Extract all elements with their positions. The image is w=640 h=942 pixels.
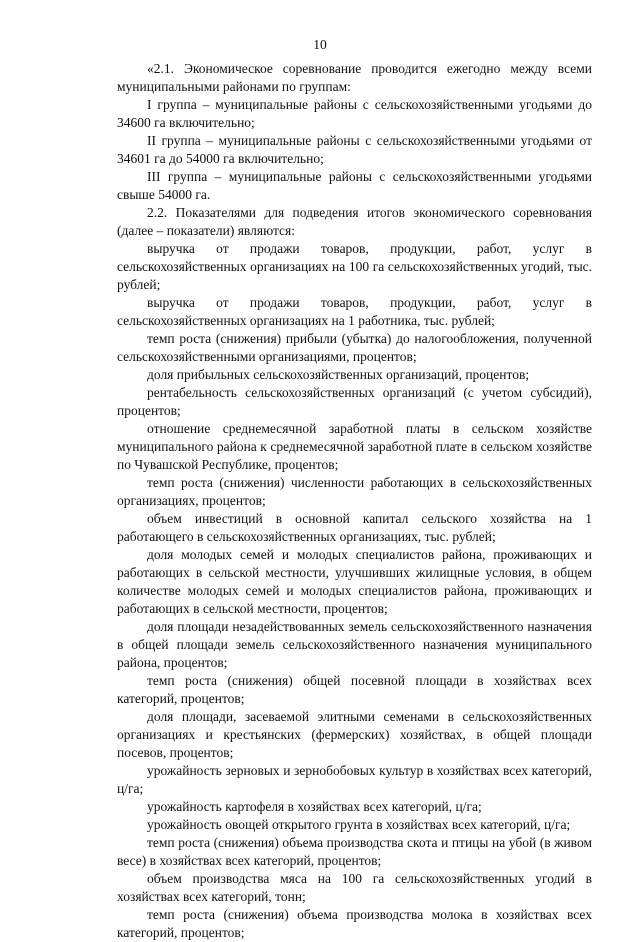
paragraph: темп роста (снижения) общей посевной площади в хозяйствах всех категорий, процентов; (117, 673, 592, 706)
paragraph: доля молодых семей и молодых специалистов района, проживающих и работающих в сельской местности, улучшивших жилищные условия, в общем количестве молодых семей и молодых специалистов района, проживающих и работающих в сельской местности, процентов; (117, 547, 592, 616)
paragraph: доля площади незадействованных земель сельскохозяйственного назначения в общей площади земель сельскохозяйственного назначения муниципального района, процентов; (117, 619, 592, 670)
paragraph: выручка от продажи товаров, продукции, работ, услуг в сельскохозяйственных организациях на 1 работника, тыс. рублей; (117, 295, 592, 328)
paragraph: отношение среднемесячной заработной платы в сельском хозяйстве муниципального района к среднемесячной заработной плате в сельском хозяйстве по Чувашской Республике, процентов; (117, 421, 592, 472)
paragraph: урожайность овощей открытого грунта в хозяйствах всех категорий, ц/га; (147, 817, 571, 832)
paragraph: рентабельность сельскохозяйственных организаций (с учетом субсидий), процентов; (117, 385, 592, 418)
paragraph: III группа – муниципальные районы с сельскохозяйственными угодьями свыше 54000 га. (117, 169, 592, 202)
paragraph: темп роста (снижения) прибыли (убытка) до налогообложения, полученной сельскохозяйственными организациями, процентов; (117, 331, 592, 364)
paragraph: выручка от продажи товаров, продукции, работ, услуг в сельскохозяйственных организациях на 100 га сельскохозяйственных угодий, тыс. рублей; (117, 241, 592, 292)
page-number: 10 (313, 37, 327, 52)
paragraph: урожайность зерновых и зернобобовых культур в хозяйствах всех категорий, ц/га; (117, 763, 592, 796)
paragraph: I группа – муниципальные районы с сельскохозяйственными угодьями до 34600 га включительно; (117, 97, 592, 130)
paragraph: объем инвестиций в основной капитал сельского хозяйства на 1 работающего в сельскохозяйственных организациях, тыс. рублей; (117, 511, 592, 544)
paragraph: 2.2. Показателями для подведения итогов экономического соревнования (далее – показатели) являются: (117, 205, 592, 238)
paragraph: доля площади, засеваемой элитными семенами в сельскохозяйственных организациях и крестьянских (фермерских) хозяйствах, в общей площади посевов, процентов; (117, 709, 592, 760)
document-body (117, 60, 592, 942)
paragraph: темп роста (снижения) объема производства молока в хозяйствах всех категорий, процентов; (117, 907, 592, 940)
paragraph: объем производства мяса на 100 га сельскохозяйственных угодий в хозяйствах всех категорий, тонн; (117, 871, 592, 904)
paragraph: II группа – муниципальные районы с сельскохозяйственными угодьями от 34601 га до 54000 га включительно; (117, 133, 592, 166)
paragraph: «2.1. Экономическое соревнование проводится ежегодно между всеми муниципальными районами по группам: (117, 61, 592, 94)
paragraph: доля прибыльных сельскохозяйственных организаций, процентов; (147, 367, 530, 382)
paragraph: темп роста (снижения) объема производства скота и птицы на убой (в живом весе) в хозяйствах всех категорий, процентов; (117, 835, 592, 868)
paragraph: урожайность картофеля в хозяйствах всех категорий, ц/га; (147, 799, 482, 814)
paragraph: темп роста (снижения) численности работающих в сельскохозяйственных организациях, процентов; (117, 475, 592, 508)
